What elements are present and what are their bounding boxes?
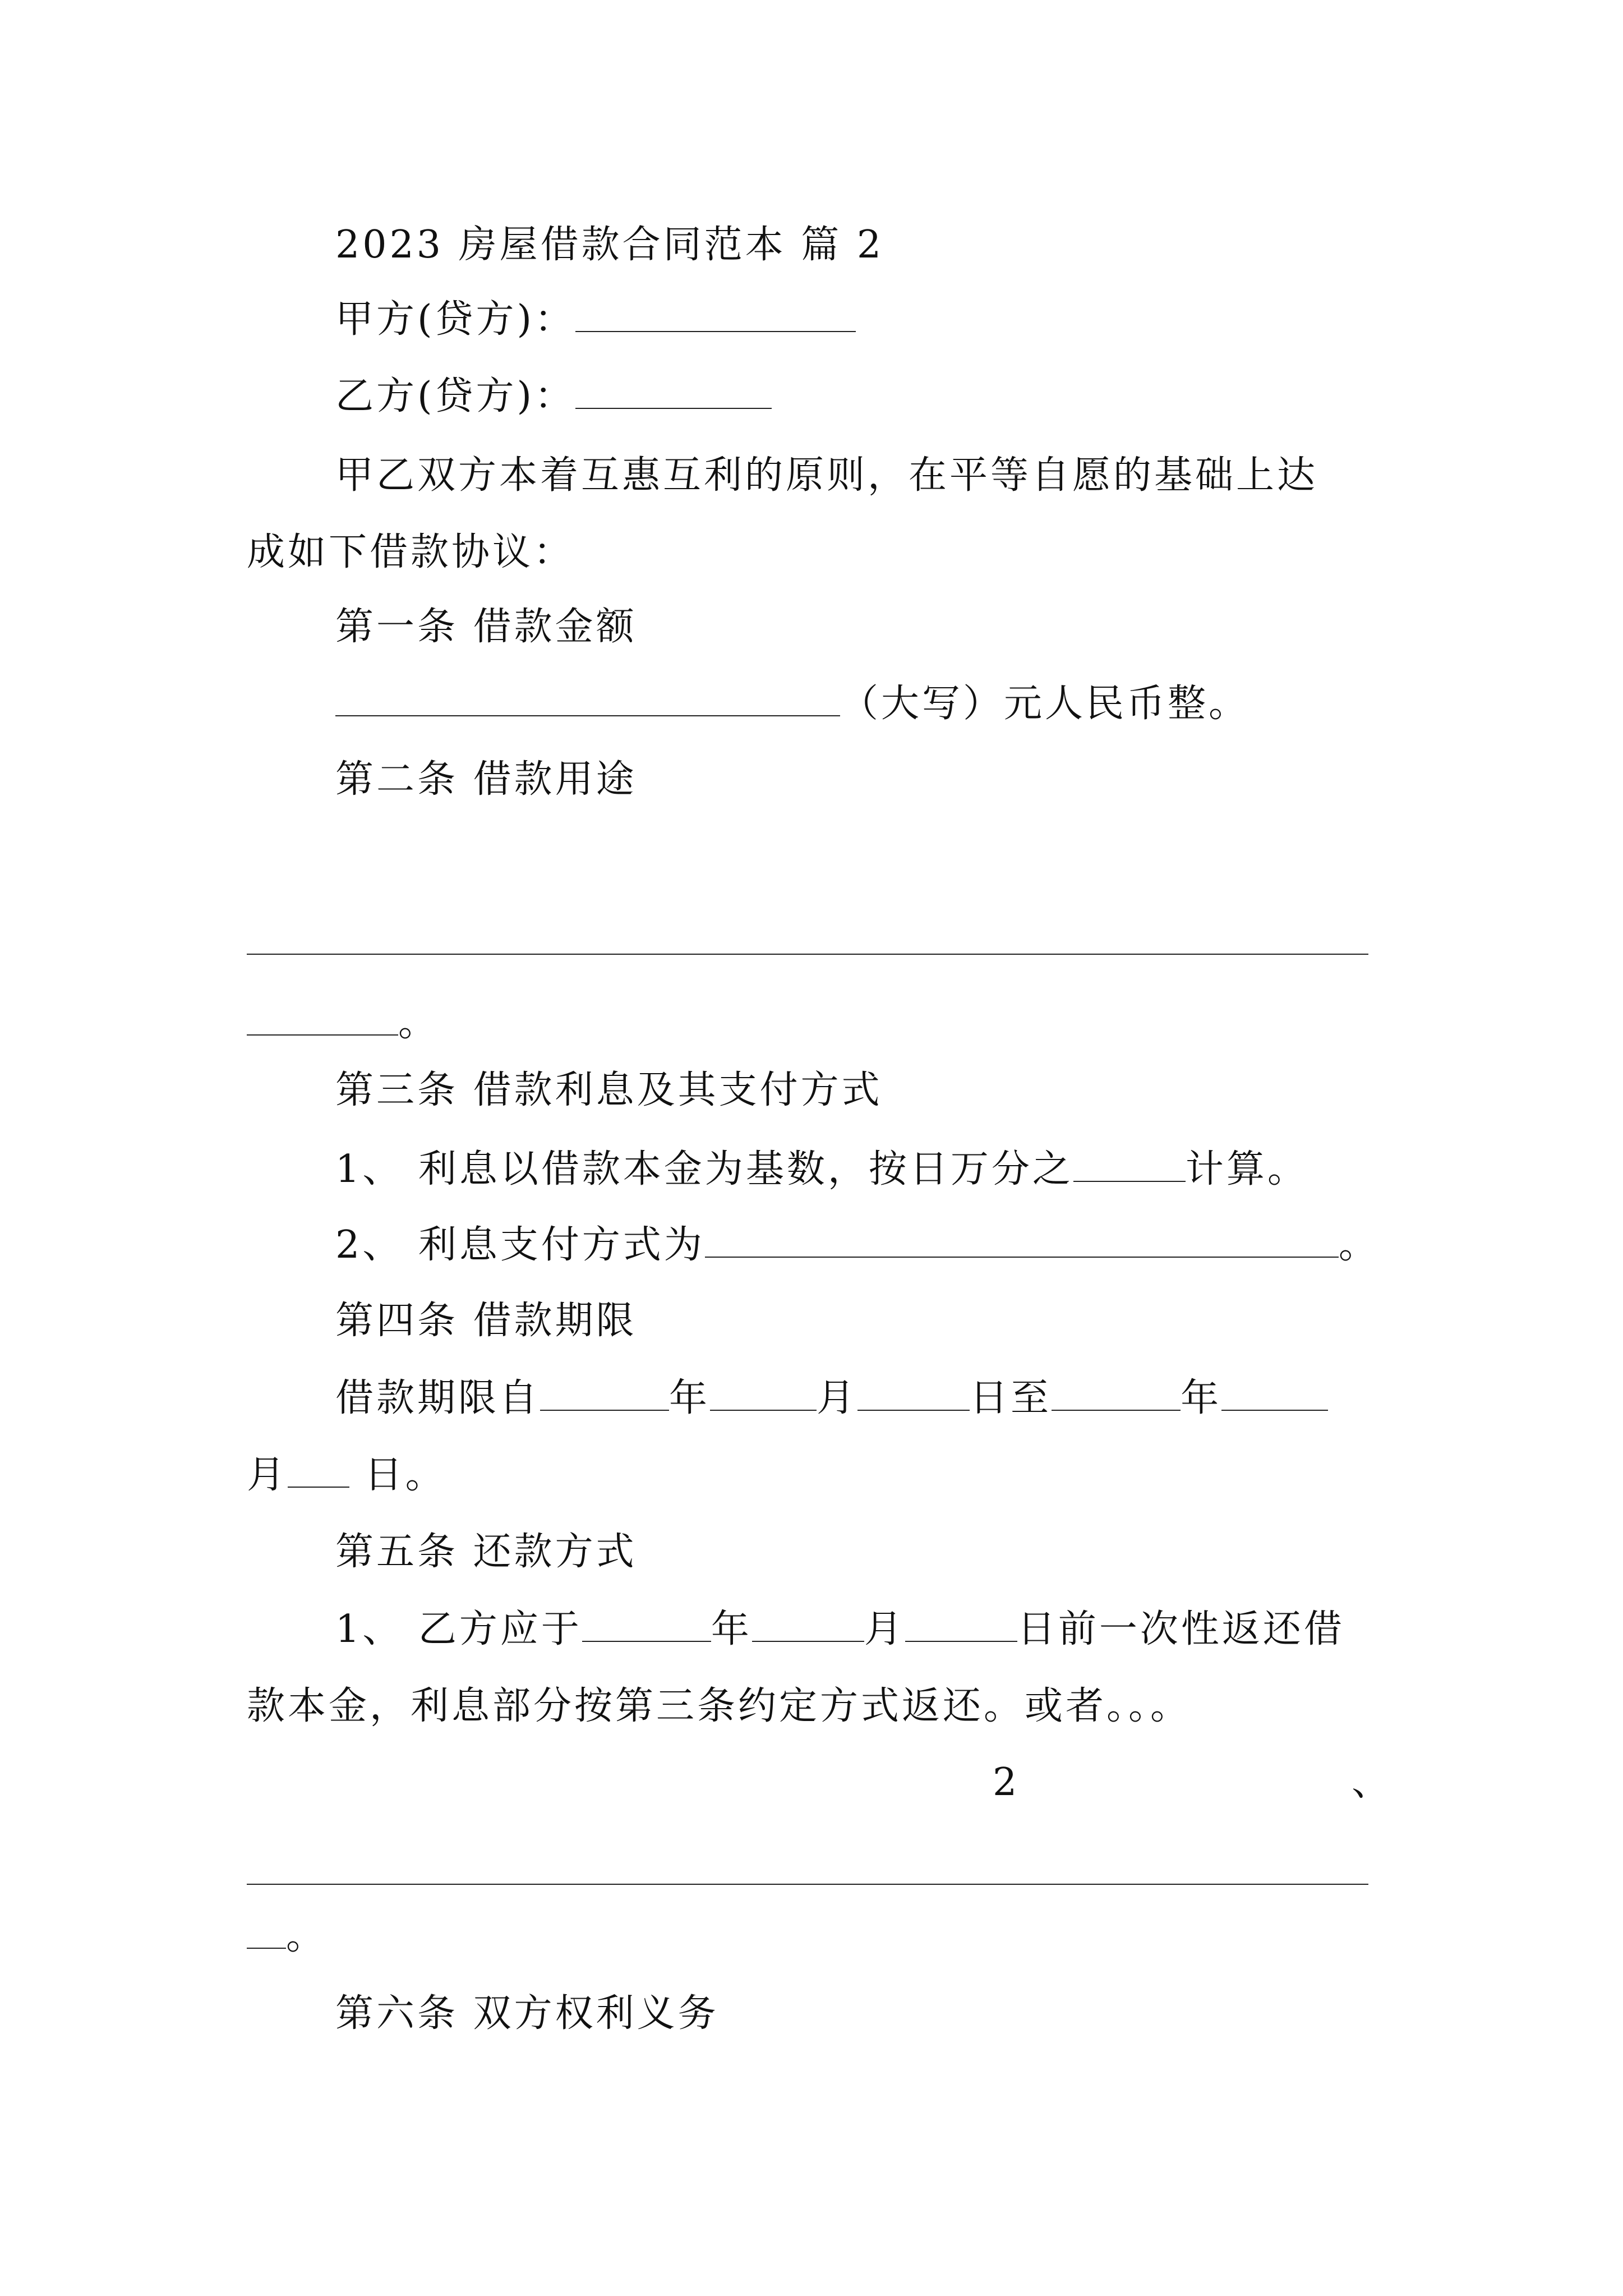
start-year-label: 年 bbox=[669, 1376, 711, 1420]
party-a-blank[interactable] bbox=[575, 300, 856, 332]
article5-item2-mark: 、 bbox=[1352, 1760, 1393, 1805]
start-month-label: 月 bbox=[817, 1376, 858, 1420]
end-year-blank[interactable] bbox=[1052, 1378, 1181, 1411]
article3-item1 bbox=[335, 1147, 1308, 1192]
interest-rate-label: 1、 利息以借款本金为基数，按日万分之 bbox=[335, 1147, 1073, 1191]
start-day-blank[interactable] bbox=[857, 1378, 970, 1411]
purpose-blank-line-1[interactable] bbox=[247, 954, 1368, 955]
article1-heading: 第一条 借款金额 bbox=[335, 605, 637, 649]
repay-method-blank-line-2[interactable] bbox=[247, 1916, 286, 1949]
interest-rate-blank[interactable] bbox=[1073, 1149, 1186, 1182]
repay-date-label: 1、 乙方应于 bbox=[335, 1607, 582, 1651]
purpose-blank-line-2[interactable] bbox=[247, 1003, 398, 1036]
end-day-blank[interactable] bbox=[288, 1455, 349, 1488]
purpose-line-2 bbox=[247, 1001, 439, 1046]
article4-period-line-2 bbox=[247, 1453, 446, 1498]
article5-item1 bbox=[335, 1607, 1345, 1652]
article4-period-line-1 bbox=[335, 1376, 1328, 1421]
article3-item2 bbox=[335, 1223, 1380, 1268]
amount-suffix: （大写）元人民币整。 bbox=[840, 682, 1250, 726]
end-year-label: 年 bbox=[1181, 1376, 1222, 1420]
article3-heading: 第三条 借款利息及其支付方式 bbox=[335, 1068, 883, 1112]
party-a-label: 甲方(贷方)： bbox=[335, 297, 576, 342]
period-from-label: 借款期限自 bbox=[335, 1376, 541, 1420]
end-month-blank[interactable] bbox=[1221, 1378, 1328, 1411]
repay-year-blank[interactable] bbox=[582, 1609, 711, 1642]
article1-amount-line bbox=[335, 682, 1249, 726]
repay-day-blank[interactable] bbox=[905, 1609, 1017, 1642]
end-day-label: 日。 bbox=[349, 1453, 446, 1497]
article5-item2-number: 2 bbox=[993, 1760, 1020, 1805]
repay-month-blank[interactable] bbox=[752, 1609, 864, 1642]
intro-line-2: 成如下借款协议： bbox=[247, 530, 575, 574]
payment-method-end: 。 bbox=[1338, 1223, 1380, 1267]
start-month-blank[interactable] bbox=[710, 1378, 817, 1411]
interest-rate-suffix: 计算。 bbox=[1185, 1147, 1308, 1191]
document-title: 2023 房屋借款合同范本 篇 2 bbox=[335, 223, 884, 267]
payment-method-label: 2、 利息支付方式为 bbox=[335, 1223, 705, 1267]
repay-method-line-2 bbox=[247, 1914, 327, 1959]
day-to-label: 日至 bbox=[970, 1376, 1052, 1420]
repay-month-label: 月 bbox=[864, 1607, 905, 1651]
end-month-label: 月 bbox=[247, 1453, 288, 1497]
repay-year-label: 年 bbox=[711, 1607, 752, 1651]
repay-method-blank-line-1[interactable] bbox=[247, 1884, 1368, 1885]
article4-heading: 第四条 借款期限 bbox=[335, 1299, 637, 1343]
article5-item1-line-2: 款本金，利息部分按第三条约定方式返还。或者。。。 bbox=[247, 1684, 1192, 1728]
repay-method-end: 。 bbox=[286, 1914, 328, 1958]
repay-after-label: 日前一次性返还借 bbox=[1017, 1607, 1345, 1651]
article5-heading: 第五条 还款方式 bbox=[335, 1530, 637, 1574]
party-a-line bbox=[335, 297, 856, 342]
purpose-end-mark: 。 bbox=[398, 1001, 440, 1045]
party-b-line bbox=[335, 374, 772, 419]
loan-amount-blank[interactable] bbox=[335, 684, 840, 716]
article2-heading: 第二条 借款用途 bbox=[335, 757, 637, 802]
start-year-blank[interactable] bbox=[540, 1378, 669, 1411]
payment-method-blank[interactable] bbox=[705, 1225, 1339, 1258]
party-b-label: 乙方(贷方)： bbox=[335, 374, 576, 418]
article6-heading: 第六条 双方权利义务 bbox=[335, 1991, 719, 2036]
party-b-blank[interactable] bbox=[575, 376, 772, 409]
intro-line-1: 甲乙双方本着互惠互利的原则，在平等自愿的基础上达 bbox=[335, 453, 1318, 498]
